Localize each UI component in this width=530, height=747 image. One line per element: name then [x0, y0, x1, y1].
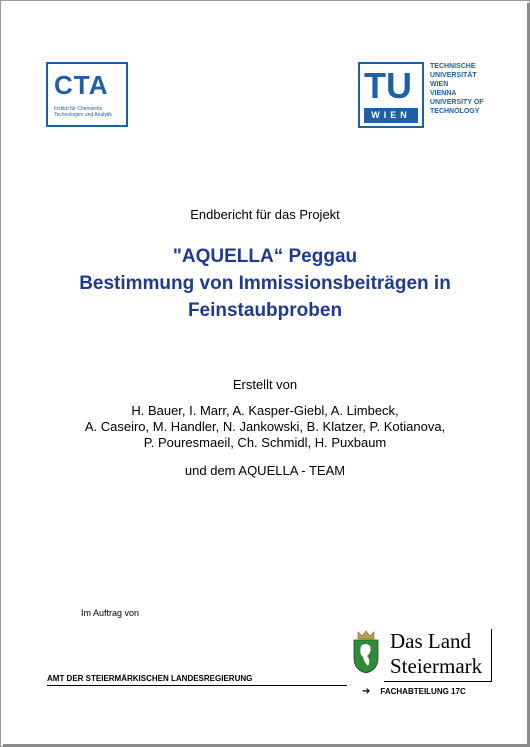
arrow-right-icon: ➔ — [362, 686, 371, 697]
tu-name-line: UNIVERSITY OF — [430, 99, 484, 106]
tu-name-line: WIEN — [430, 81, 449, 88]
author-line: H. Bauer, I. Marr, A. Kasper-Giebl, A. Limbeck, — [131, 403, 399, 418]
tu-logo-letters: TU — [364, 65, 412, 106]
title-line: Bestimmung von Immissionsbeiträgen in — [79, 273, 451, 294]
tu-logo-wien: WIEN — [371, 110, 411, 120]
land-logo-line: Das Land — [390, 629, 472, 653]
tu-name-line: VIENNA — [430, 90, 457, 97]
authority-name: AMT DER STEIERMÄRKISCHEN LANDESREGIERUNG — [47, 674, 347, 686]
report-intro: Endbericht für das Projekt — [190, 207, 340, 222]
report-title — [0, 243, 530, 324]
cta-logo — [46, 62, 128, 127]
department-line — [362, 686, 466, 697]
title-line: "AQUELLA“ Peggau — [172, 246, 358, 267]
author-line: A. Caseiro, M. Handler, N. Jankowski, B. Klatzer, P. Kotianova, — [84, 419, 446, 434]
cta-logo-subtitle: Institut für Chemische Technologien und Analytik — [54, 106, 112, 118]
tu-logo — [358, 62, 424, 128]
cta-logo-text: CTA — [54, 70, 109, 100]
tu-name-line: UNIVERSITÄT — [430, 72, 477, 79]
land-steiermark-logo — [384, 629, 492, 682]
title-line: Feinstaubproben — [187, 300, 343, 321]
team-line: und dem AQUELLA - TEAM — [184, 463, 346, 478]
commissioned-by-label: Im Auftrag von — [81, 608, 140, 618]
author-line: P. Pouresmaeil, Ch. Schmidl, H. Puxbaum — [143, 435, 387, 450]
land-logo-line: Steiermark — [390, 654, 483, 678]
tu-name-line: TECHNOLOGY — [430, 108, 480, 115]
created-by-label: Erstellt von — [232, 377, 298, 392]
department-name: FACHABTEILUNG 17C — [380, 687, 466, 696]
tu-name-line: TECHNISCHE — [430, 63, 476, 70]
author-list — [0, 403, 530, 451]
steiermark-shield-icon — [352, 630, 380, 674]
tu-logo-names — [430, 62, 484, 116]
